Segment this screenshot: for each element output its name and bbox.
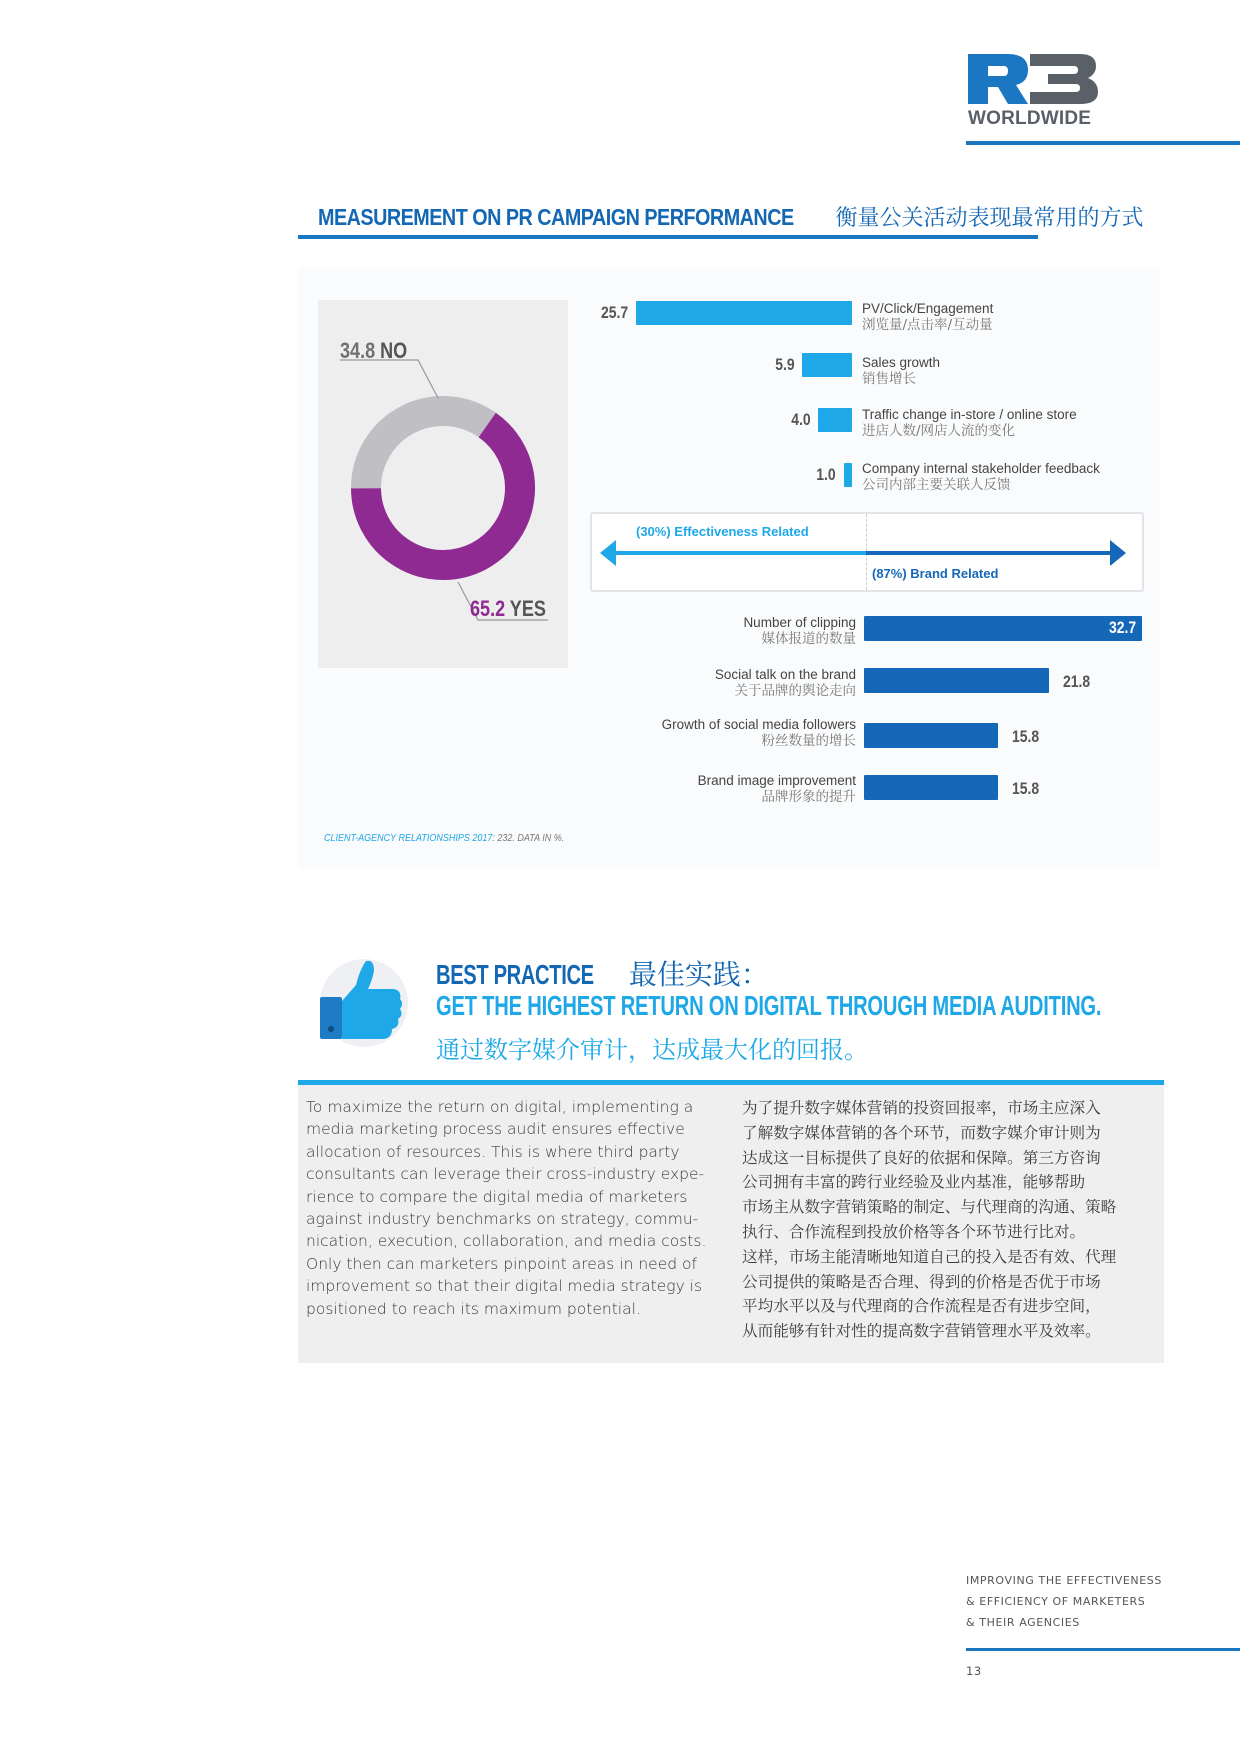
- footer-line: IMPROVING THE EFFECTIVENESS: [966, 1574, 1162, 1587]
- source-highlight: CLIENT-AGENCY RELATIONSHIPS 2017: [324, 833, 493, 844]
- bar-pv-click-engagement: [636, 301, 852, 325]
- label-en: PV/Click/Engagement: [862, 301, 994, 316]
- bar-value-social-followers: 15.8: [1012, 727, 1040, 746]
- bar-brand-image: [864, 775, 998, 800]
- section-title: [318, 201, 1143, 232]
- page-number: 13: [966, 1664, 982, 1678]
- body-en-line: allocation of resources. This is where third party: [306, 1142, 680, 1161]
- footer-line: & EFFICIENCY OF MARKETERS: [966, 1595, 1146, 1608]
- r3-logo-mark: [968, 52, 1100, 106]
- source-rest: : 232. DATA IN %.: [492, 833, 565, 844]
- bar-label-sales-growth: [862, 354, 940, 388]
- donut-yes-word: YES: [509, 596, 546, 621]
- body-zh-line: 这样，市场主能清晰地知道自己的投入是否有效、代理: [742, 1247, 1117, 1266]
- best-practice-heading-en: BEST PRACTICE: [436, 959, 594, 990]
- bar-value-social-talk: 21.8: [1063, 672, 1091, 691]
- label-zh: 关于品牌的舆论走向: [734, 683, 856, 699]
- label-zh: 进店人数/网店人流的变化: [862, 423, 1016, 439]
- label-zh: 浏览量/点击率/互动量: [862, 317, 993, 333]
- label-zh: 公司内部主要关联人反馈: [862, 477, 1011, 493]
- bar-sales-growth: [802, 353, 852, 377]
- thumbs-up-icon: [316, 955, 408, 1051]
- donut-leader-no: [340, 360, 438, 398]
- effectiveness-arrow-head: [600, 540, 616, 566]
- bar-social-followers: [864, 723, 998, 748]
- bar-label-brand-image: [698, 772, 856, 806]
- bar-social-talk: [864, 668, 1049, 693]
- effectiveness-related-label: (30%) Effectiveness Related: [636, 524, 809, 539]
- label-en: Company internal stakeholder feedback: [862, 461, 1100, 476]
- label-en: Number of clipping: [743, 615, 856, 630]
- label-zh: 品牌形象的提升: [761, 789, 856, 805]
- donut-slice-no: [366, 411, 487, 488]
- bar-value-pv-click-engagement: 25.7: [600, 303, 628, 322]
- footer-line: & THEIR AGENCIES: [966, 1616, 1080, 1629]
- body-en-line: positioned to reach its maximum potential.: [306, 1299, 641, 1318]
- body-en-line: nication, execution, collaboration, and media costs.: [306, 1232, 707, 1251]
- donut-no-word: NO: [380, 338, 408, 363]
- donut-label-no: [340, 338, 407, 364]
- bar-label-number-of-clipping: [743, 614, 856, 648]
- body-zh-line: 从而能够有针对性的提高数字营销管理水平及效率。: [742, 1322, 1101, 1341]
- body-zh-line: 市场主从数字营销策略的制定、与代理商的沟通、策略: [742, 1198, 1117, 1217]
- bar-value-brand-image: 15.8: [1012, 779, 1040, 798]
- body-zh-line: 了解数字媒体营销的各个环节，而数字媒介审计则为: [742, 1123, 1101, 1142]
- source-note: [324, 833, 564, 844]
- brand-related-label: (87%) Brand Related: [872, 566, 999, 581]
- body-zh-line: 公司拥有丰富的跨行业经验及业内基准，能够帮助: [742, 1173, 1086, 1192]
- body-zh-line: 达成这一目标提供了良好的依据和保障。第三方咨询: [742, 1148, 1101, 1167]
- bar-value-traffic-change: 4.0: [791, 410, 811, 429]
- body-zh-line: 平均水平以及与代理商的合作流程是否有进步空间，: [742, 1297, 1101, 1316]
- section-title-zh: 衡量公关活动表现最常用的方式: [835, 205, 1144, 230]
- title-underline: [298, 235, 1038, 239]
- footer-rule: [966, 1648, 1240, 1651]
- header-rule: [966, 141, 1240, 145]
- section-title-en: MEASUREMENT ON PR CAMPAIGN PERFORMANCE: [318, 204, 794, 230]
- body-en-line: Only then can marketers pinpoint areas in need of: [306, 1254, 697, 1273]
- body-en-line: rience to compare the digital media of marketers: [306, 1187, 688, 1206]
- body-en-line: consultants can leverage their cross-industry expe-: [306, 1165, 705, 1184]
- label-en: Sales growth: [862, 355, 941, 370]
- bar-value-internal-feedback: 1.0: [816, 465, 836, 484]
- body-text-en: [306, 1096, 718, 1320]
- body-en-line: media marketing process audit ensures effective: [306, 1120, 685, 1139]
- bar-value-number-of-clipping: 32.7: [1108, 618, 1136, 637]
- bar-label-social-talk: [715, 666, 856, 700]
- best-practice-subheading-en: GET THE HIGHEST RETURN ON DIGITAL THROUGH MEDIA AUDITING.: [436, 990, 1102, 1021]
- body-en-line: improvement so that their digital media strategy is: [306, 1277, 703, 1296]
- bar-label-social-followers: [662, 716, 856, 750]
- body-zh-line: 执行、合作流程到投放价格等各个环节进行比对。: [742, 1222, 1086, 1241]
- bar-label-traffic-change: [862, 406, 1077, 440]
- label-zh: 销售增长: [862, 371, 916, 387]
- bar-internal-feedback: [844, 463, 852, 487]
- bar-value-sales-growth: 5.9: [775, 355, 795, 374]
- body-en-line: against industry benchmarks on strategy, commu-: [306, 1210, 699, 1229]
- body-text-zh: [742, 1096, 1150, 1344]
- label-en: Brand image improvement: [697, 773, 856, 788]
- best-practice-subheading-zh: 通过数字媒介审计，达成最大化的回报。: [436, 1036, 868, 1064]
- donut-yes-value: 65.2: [470, 596, 506, 621]
- bar-label-pv-click-engagement: [862, 300, 993, 334]
- label-en: Growth of social media followers: [661, 717, 856, 732]
- donut-no-value: 34.8: [340, 338, 376, 363]
- label-zh: 媒体报道的数量: [761, 631, 856, 647]
- body-zh-line: 为了提升数字媒体营销的投资回报率，市场主应深入: [742, 1099, 1101, 1117]
- body-zh-line: 公司提供的策略是否合理、得到的价格是否优于市场: [742, 1272, 1101, 1291]
- body-en-line: To maximize the return on digital, implementing a: [306, 1098, 694, 1116]
- bar-number-of-clipping: [864, 616, 1142, 641]
- bar-label-internal-feedback: [862, 460, 1100, 494]
- brand-arrow-head: [1110, 540, 1126, 566]
- label-zh: 粉丝数量的增长: [761, 733, 856, 749]
- label-en: Traffic change in-store / online store: [862, 407, 1077, 422]
- bar-traffic-change: [818, 408, 852, 432]
- label-en: Social talk on the brand: [714, 667, 856, 682]
- best-practice-heading-zh: 最佳实践：: [628, 959, 769, 990]
- logo-subtitle: WORLDWIDE: [968, 108, 1092, 129]
- best-practice-heading: [436, 953, 769, 993]
- footer-tagline: [966, 1570, 1162, 1633]
- donut-label-yes: [470, 596, 546, 622]
- r3-worldwide-logo: [968, 52, 1100, 129]
